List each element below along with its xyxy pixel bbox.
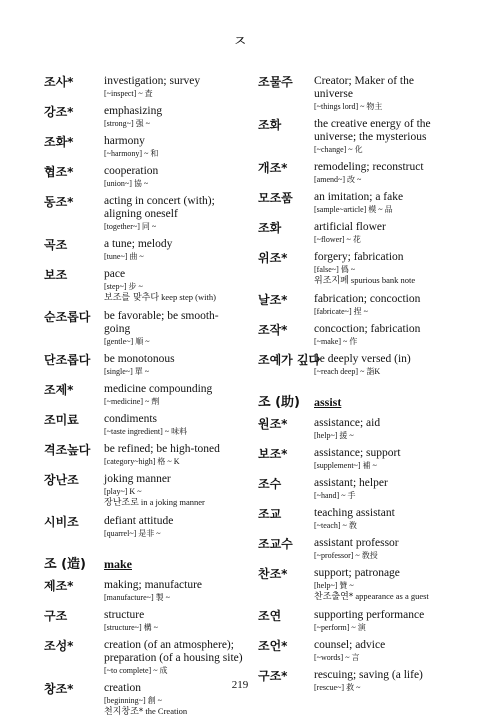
entry-headword: 강조*	[44, 105, 74, 119]
dictionary-entry	[44, 639, 244, 676]
dictionary-entry	[44, 75, 244, 99]
entry-definition	[314, 161, 454, 185]
entry-etymology: [~professor] ~ 敎授	[314, 551, 378, 560]
entry-gloss: defiant attitude	[104, 515, 174, 527]
entry-etymology: [sample~article] 模 ~ 品	[314, 205, 393, 214]
entry-example	[104, 292, 244, 304]
entry-headword: 보조*	[258, 447, 288, 461]
entry-etymology: [~medicine] ~ 劑	[104, 397, 160, 406]
entry-definition	[314, 417, 454, 441]
entry-definition	[314, 353, 454, 377]
entry-headword: 조예가 깊다	[258, 353, 321, 367]
dictionary-entry	[258, 353, 454, 377]
entry-gloss: assistant professor	[314, 537, 399, 549]
entry-headword: 조화*	[44, 135, 74, 149]
dictionary-entry	[44, 413, 244, 437]
example-korean: 찬조출연*	[314, 592, 354, 602]
entry-definition	[314, 567, 454, 603]
entry-definition	[314, 507, 454, 531]
section-headword: 조 (造)	[44, 557, 86, 572]
entry-example	[314, 591, 454, 603]
entry-gloss: be deeply versed (in)	[314, 353, 411, 365]
entry-definition	[104, 579, 244, 603]
entry-gloss: the creative energy of the universe; the mysterious	[314, 118, 431, 143]
entry-etymology: [~perform] ~ 演	[314, 623, 366, 632]
dictionary-entry	[44, 609, 244, 633]
dictionary-entry	[44, 383, 244, 407]
entry-gloss: medicine compounding	[104, 383, 213, 395]
entry-etymology: [tune~] 曲 ~	[104, 252, 144, 261]
section-heading-make	[44, 553, 244, 572]
dictionary-entry	[258, 609, 454, 633]
dictionary-entry	[44, 310, 244, 347]
entry-definition	[314, 447, 454, 471]
entry-etymology: [~taste ingredient] ~ 味料	[104, 427, 188, 436]
entry-etymology: [strong~] 强 ~	[104, 119, 150, 128]
entry-etymology: [manufacture~] 製 ~	[104, 593, 170, 602]
dictionary-entry	[44, 238, 244, 262]
entry-etymology: [~change] ~ 化	[314, 145, 363, 154]
entry-gloss: supporting performance	[314, 609, 425, 621]
entry-gloss: fabrication; concoction	[314, 293, 421, 305]
entry-definition	[104, 195, 244, 232]
entry-definition	[314, 323, 454, 347]
entry-definition	[104, 639, 244, 676]
entry-etymology: [help~] 援 ~	[314, 431, 354, 440]
entry-gloss: be refined; be high-toned	[104, 443, 220, 455]
entry-headword: 조교수	[258, 537, 293, 551]
entry-headword: 날조*	[258, 293, 288, 307]
entry-gloss: making; manufacture	[104, 579, 203, 591]
example-english: the Creation	[145, 706, 188, 716]
entry-gloss: concoction; fabrication	[314, 323, 421, 335]
entry-headword: 시비조	[44, 515, 79, 529]
entry-definition	[104, 310, 244, 347]
dictionary-entry	[44, 195, 244, 232]
dictionary-entry	[258, 323, 454, 347]
entry-etymology: [rescue~] 救 ~	[314, 683, 361, 692]
entry-etymology: [beginning~] 創 ~	[104, 696, 162, 705]
entry-headword: 조수	[258, 477, 282, 491]
entry-headword: 개조*	[258, 161, 288, 175]
entry-etymology: [~make] ~ 作	[314, 337, 358, 346]
entry-etymology: [~to complete] ~ 成	[104, 666, 168, 675]
section-heading-assist	[258, 391, 454, 410]
dictionary-entry	[258, 75, 454, 112]
entry-etymology: [category~high] 格 ~ K	[104, 457, 180, 466]
entry-gloss: counsel; advice	[314, 639, 386, 651]
dictionary-entry	[258, 477, 454, 501]
entry-definition	[314, 75, 454, 112]
entry-gloss: emphasizing	[104, 105, 163, 117]
example-korean: 보조를 맞추다	[104, 293, 160, 303]
entry-example	[104, 497, 244, 509]
dictionary-entry	[258, 447, 454, 471]
entry-etymology: [amend~] 改 ~	[314, 175, 362, 184]
dictionary-entry	[44, 268, 244, 304]
entry-etymology: [~harmony] ~ 和	[104, 149, 159, 158]
entry-definition	[314, 191, 454, 215]
entry-definition	[104, 75, 244, 99]
page-number: 219	[231, 679, 249, 691]
entry-definition	[314, 537, 454, 561]
entry-definition	[104, 135, 244, 159]
entry-headword: 찬조*	[258, 567, 288, 581]
entry-gloss: teaching assistant	[314, 507, 395, 519]
dictionary-entry	[44, 443, 244, 467]
entry-group-right-top	[258, 75, 454, 377]
entry-gloss: remodeling; reconstruct	[314, 161, 424, 173]
entry-headword: 구조*	[258, 669, 288, 683]
entry-etymology: [structure~] 構 ~	[104, 623, 158, 632]
right-column	[258, 75, 454, 699]
entry-headword: 제조*	[44, 579, 74, 593]
entry-headword: 조물주	[258, 75, 293, 89]
entry-definition	[104, 353, 244, 377]
entry-headword: 조성*	[44, 639, 74, 653]
entry-etymology: [quarrel~] 是非 ~	[104, 529, 161, 538]
dictionary-entry	[44, 105, 244, 129]
entry-definition	[104, 413, 244, 437]
dictionary-entry	[258, 507, 454, 531]
entry-example	[104, 706, 244, 718]
entry-headword: 보조	[44, 268, 68, 282]
entry-group-right-bottom	[258, 417, 454, 693]
dictionary-entry	[44, 473, 244, 509]
entry-definition	[104, 515, 244, 539]
entry-headword: 구조	[44, 609, 68, 623]
entry-gloss: Creator; Maker of the universe	[314, 75, 414, 100]
entry-etymology: [~flower] ~ 花	[314, 235, 361, 244]
entry-definition	[104, 473, 244, 509]
entry-gloss: rescuing; saving (a life)	[314, 669, 423, 681]
entry-definition	[314, 118, 454, 155]
entry-headword: 순조롭다	[44, 310, 91, 324]
left-column	[44, 75, 244, 724]
entry-etymology: [single~] 單 ~	[104, 367, 150, 376]
entry-gloss: creation	[104, 682, 142, 694]
entry-headword: 조작*	[258, 323, 288, 337]
entry-headword: 단조롭다	[44, 353, 91, 367]
entry-group-left-bottom	[44, 579, 244, 718]
entry-gloss: an imitation; a fake	[314, 191, 404, 203]
dictionary-entry	[258, 639, 454, 663]
entry-etymology: [gentle~] 順 ~	[104, 337, 150, 346]
entry-gloss: investigation; survey	[104, 75, 201, 87]
entry-etymology: [~reach deep] ~ 詣K	[314, 367, 381, 376]
entry-headword: 조연	[258, 609, 282, 623]
entry-gloss: be monotonous	[104, 353, 175, 365]
section-headword: 조 (助)	[258, 395, 300, 410]
entry-gloss: support; patronage	[314, 567, 400, 579]
example-english: spurious bank note	[350, 275, 416, 285]
entry-gloss: assistance; aid	[314, 417, 381, 429]
entry-gloss: structure	[104, 609, 145, 621]
entry-etymology: [play~] K ~	[104, 487, 142, 496]
entry-definition	[314, 221, 454, 245]
entry-etymology: [supplement~] 補 ~	[314, 461, 377, 470]
entry-gloss: be favorable; be smooth-going	[104, 310, 219, 335]
entry-headword: 격조높다	[44, 443, 91, 457]
entry-etymology: [together~] 同 ~	[104, 222, 157, 231]
dictionary-entry	[258, 191, 454, 215]
page-header-letter: ㅈ	[232, 34, 248, 50]
dictionary-entry	[258, 417, 454, 441]
entry-gloss: pace	[104, 268, 126, 280]
entry-etymology: [~words] ~ 言	[314, 653, 360, 662]
dictionary-entry	[258, 221, 454, 245]
section-title: make	[104, 557, 132, 571]
entry-definition	[314, 293, 454, 317]
entry-headword: 모조품	[258, 191, 293, 205]
dictionary-entry	[44, 579, 244, 603]
dictionary-entry	[258, 537, 454, 561]
entry-headword: 조사*	[44, 75, 74, 89]
entry-etymology: [~things lord] ~ 物主	[314, 102, 383, 111]
dictionary-entry	[258, 293, 454, 317]
entry-etymology: [false~] 僞 ~	[314, 265, 356, 274]
entry-etymology: [help~] 贊 ~	[314, 581, 354, 590]
entry-etymology: [~hand] ~ 手	[314, 491, 356, 500]
entry-etymology: [fabricate~] 捏 ~	[314, 307, 368, 316]
entry-definition	[104, 443, 244, 467]
entry-definition	[104, 238, 244, 262]
dictionary-entry	[258, 161, 454, 185]
entry-gloss: creation (of an atmosphere); preparation (of a housing site)	[104, 639, 243, 664]
example-korean: 위조지폐	[314, 276, 349, 286]
example-korean: 장난조로	[104, 498, 139, 508]
entry-gloss: harmony	[104, 135, 145, 147]
entry-definition	[314, 251, 454, 287]
example-english: in a joking manner	[140, 497, 205, 507]
dictionary-entry	[44, 165, 244, 189]
example-korean: 천지창조*	[104, 707, 144, 717]
entry-definition	[104, 609, 244, 633]
entry-gloss: a tune; melody	[104, 238, 173, 250]
entry-headword: 장난조	[44, 473, 79, 487]
dictionary-entry	[44, 135, 244, 159]
entry-etymology: [step~] 步 ~	[104, 282, 143, 291]
entry-group-left-top	[44, 75, 244, 539]
section-title: assist	[314, 395, 342, 409]
entry-definition	[314, 477, 454, 501]
entry-definition	[314, 639, 454, 663]
entry-headword: 동조*	[44, 195, 74, 209]
entry-gloss: forgery; fabrication	[314, 251, 404, 263]
entry-definition	[314, 609, 454, 633]
entry-definition	[104, 268, 244, 304]
entry-headword: 곡조	[44, 238, 68, 252]
entry-headword: 조제*	[44, 383, 74, 397]
entry-etymology: [~inspect] ~ 査	[104, 89, 153, 98]
dictionary-entry	[44, 515, 244, 539]
dictionary-entry	[44, 353, 244, 377]
entry-etymology: [~teach] ~ 敎	[314, 521, 357, 530]
entry-headword: 조화	[258, 221, 282, 235]
entry-headword: 협조*	[44, 165, 74, 179]
entry-headword: 조화	[258, 118, 282, 132]
example-english: keep step (with)	[161, 292, 216, 302]
entry-gloss: assistant; helper	[314, 477, 388, 489]
dictionary-entry	[258, 251, 454, 287]
entry-gloss: acting in concert (with); aligning oneself	[104, 195, 215, 220]
entry-etymology: [union~] 協 ~	[104, 179, 149, 188]
entry-gloss: assistance; support	[314, 447, 401, 459]
entry-gloss: artificial flower	[314, 221, 386, 233]
entry-headword: 창조*	[44, 682, 74, 696]
entry-headword: 조언*	[258, 639, 288, 653]
entry-gloss: cooperation	[104, 165, 159, 177]
entry-gloss: condiments	[104, 413, 158, 425]
entry-gloss: joking manner	[104, 473, 171, 485]
entry-definition	[104, 105, 244, 129]
entry-example	[314, 275, 454, 287]
entry-definition	[104, 383, 244, 407]
entry-headword: 조미료	[44, 413, 79, 427]
entry-headword: 위조*	[258, 251, 288, 265]
entry-headword: 원조*	[258, 417, 288, 431]
entry-headword: 조교	[258, 507, 282, 521]
entry-definition	[104, 165, 244, 189]
example-english: appearance as a guest	[355, 591, 429, 601]
dictionary-entry	[258, 567, 454, 603]
dictionary-entry	[258, 118, 454, 155]
